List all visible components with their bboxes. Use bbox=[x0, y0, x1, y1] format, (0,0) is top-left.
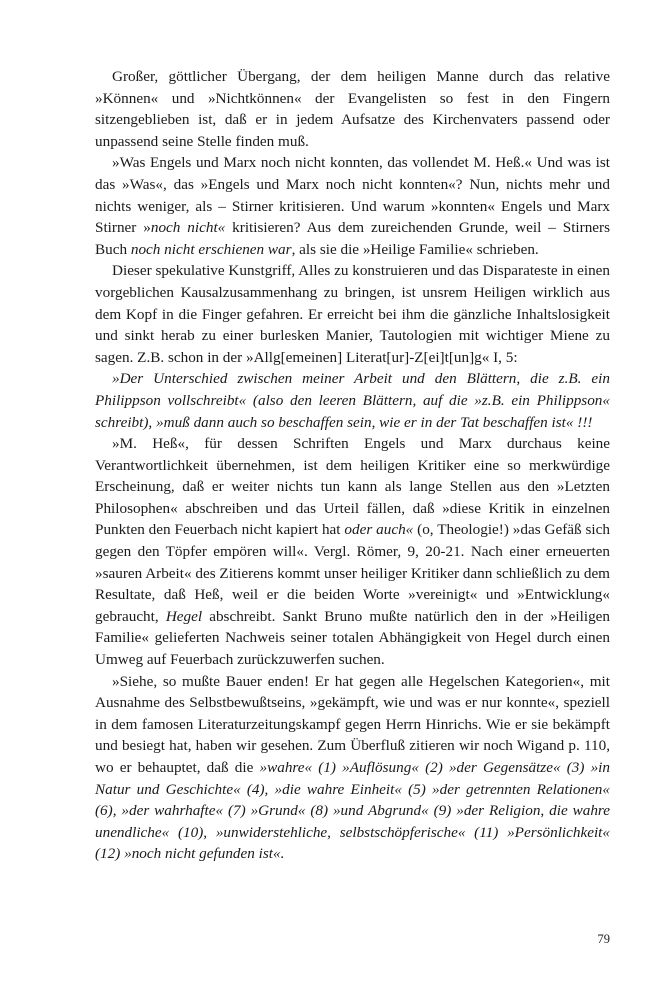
page-body bbox=[95, 66, 610, 865]
emphasis-text: oder auch« bbox=[344, 521, 414, 539]
paragraph-text: kritisieren? Aus dem zureichenden Grunde, weil – Stirners Buch bbox=[95, 219, 610, 258]
paragraph-text: Dieser spekulative Kunstgriff, Alles zu konstruieren und das Disparateste in einen vorgeblichen Kausalzusammenhang zu bringen, ist unsrem Heiligen wirklich aus dem Kopf in die Finger gefahren. Er erreicht bei ihm die gänzliche Inhaltslosigkeit und sinkt herab zu einer burlesken Manier, Tautologien mit wichtiger Miene zu sagen. Z.B. schon in der »Allg[emeinen] Literat[ur]-Z[ei]t[un]g« I, 5: bbox=[95, 262, 610, 366]
paragraph-text: (o, Theologie!) »das Gefäß sich gegen den Töpfer empören will«. Vergl. Römer, 9, 20-21. Nach einer erneuerten »sauren Arbeit« des Zitierens kommt unser heiliger Kritiker dann schließlich zu dem Resultate, daß Heß, weil er die beiden Worte »vereinigt« und »Entwicklung« gebraucht, bbox=[95, 521, 610, 625]
paragraph-text: »Was Engels und Marx noch nicht konnten, das vollendet M. Heß.« Und was ist das »Was«, das »Engels und Marx noch nicht konnten«? Nun, nichts mehr und nichts weniger, als – Stirner kritisieren. Und warum »konnten« Engels und Marx Stirner » bbox=[95, 154, 610, 237]
emphasis-text: noch nicht erschienen war bbox=[130, 240, 292, 258]
paragraph bbox=[95, 671, 610, 865]
quotation-paragraph bbox=[95, 368, 610, 433]
paragraph-text: , als sie die »Heilige Familie« schrieben. bbox=[291, 240, 539, 258]
paragraph bbox=[95, 260, 610, 368]
paragraph bbox=[95, 152, 610, 260]
page-number: 79 bbox=[597, 932, 610, 946]
emphasis-text: »wahre« (1) »Auflösung« (2) »der Gegensätze« (3) »in Natur und Geschichte« (4), »die wahre Einheit« (5) »der getrennten Relationen« (6), »der wahrhafte« (7) »Grund« (8) »und Abgrund« (9) »der Religion, die wahre unendliche« (10), »unwiderstehliche, selbstschöpferische« (11) »Persönlichkeit« (12) »noch nicht gefunden ist«. bbox=[95, 759, 610, 863]
paragraph bbox=[95, 433, 610, 671]
emphasis-text: noch nicht« bbox=[150, 219, 226, 237]
paragraph-text: »Siehe, so mußte Bauer enden! Er hat gegen alle Hegelschen Kategorien«, mit Ausnahme des Selbstbewußtseins, »gekämpft, wie und was er nur konnte«, speziell in dem famosen Literaturzeitungskampf gegen Herrn Hinrichs. Wie er sie bekämpft und besiegt hat, haben wir gesehen. Zum Überfluß zitieren wir noch Wigand p. 110, wo er behauptet, daß die bbox=[95, 672, 610, 776]
paragraph-text: abschreibt. Sankt Bruno mußte natürlich den in der »Heiligen Familie« gelieferten Nachweis seiner totalen Abhängigkeit von Hegel durch einen Umweg auf Feuerbach zurückzuwerfen suchen. bbox=[95, 607, 610, 669]
paragraph bbox=[95, 66, 610, 152]
quotation-text: »Der Unterschied zwischen meiner Arbeit und den Blättern, die z.B. ein Philippson vollschreibt« (also den leeren Blättern, auf die »z.B. ein Philippson« schreibt), »muß dann auch so beschaffen sein, wie er in der Tat beschaffen ist« !!! bbox=[95, 370, 610, 431]
paragraph-text: Großer, göttlicher Übergang, der dem heiligen Manne durch das relative »Können« und »Nichtkönnen« der Evangelisten so fest in den Fingern sitzengeblieben ist, daß er in jedem Aufsatze des Kirchenvaters passend oder unpassend seine Stelle finden muß. bbox=[95, 68, 610, 150]
paragraph-text: »M. Heß«, für dessen Schriften Engels und Marx durchaus keine Verantwortlichkeit übernehmen, ist dem heiligen Kritiker eine so merkwürdige Erscheinung, daß er weiter nichts tun kann als lange Stellen aus den »Letzten Philosophen« abschreiben und das Urteil fällen, daß »diese Kritik in einzelnen Punkten den Feuerbach nicht kapiert hat bbox=[95, 435, 610, 539]
emphasis-text: Hegel bbox=[165, 607, 203, 625]
